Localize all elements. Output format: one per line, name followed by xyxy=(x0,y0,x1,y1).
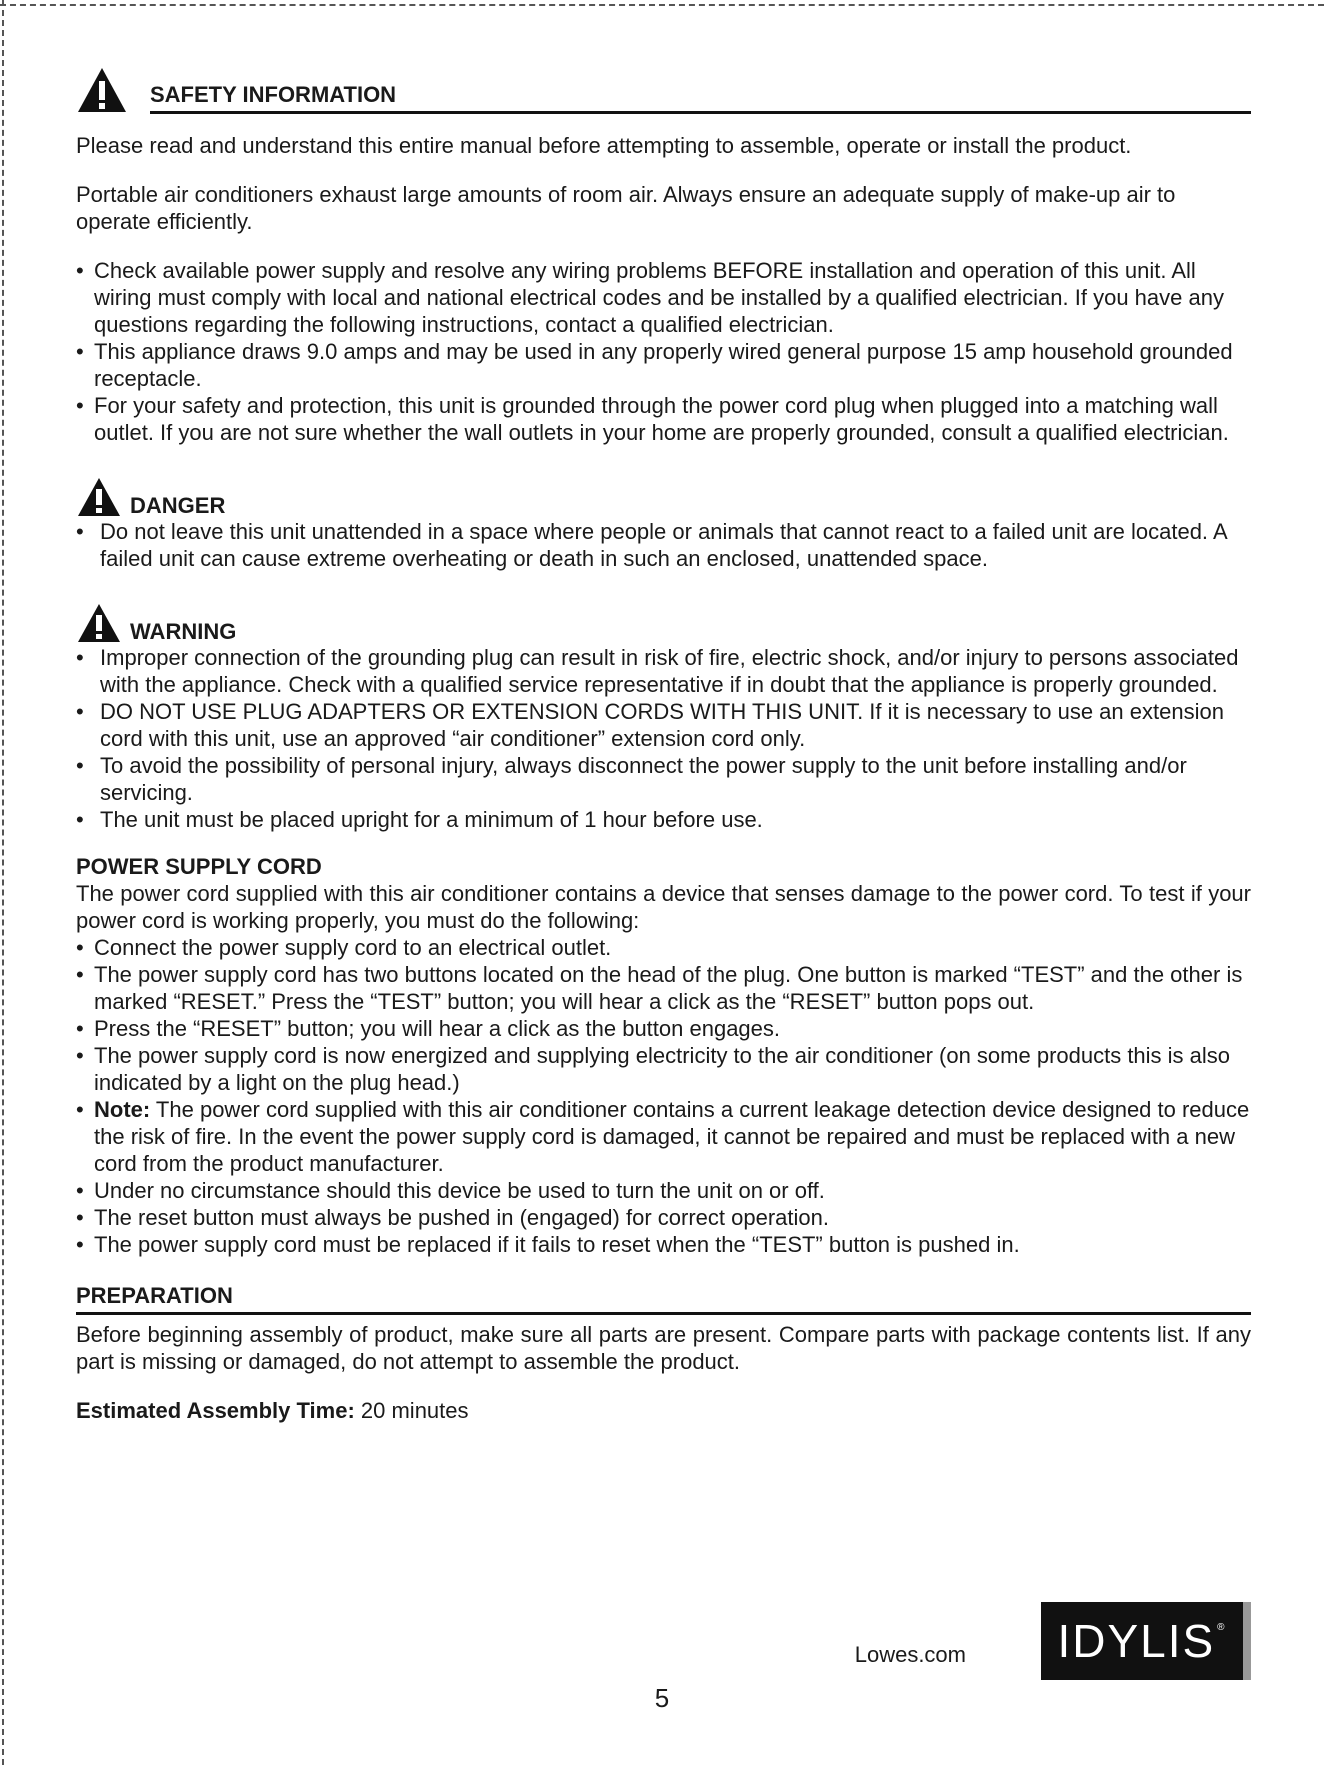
assembly-time-value: 20 minutes xyxy=(354,1398,469,1423)
danger-heading xyxy=(76,476,1251,518)
power-cord-bullets xyxy=(76,934,1251,1258)
danger-triangle-icon xyxy=(76,476,122,518)
danger-title: DANGER xyxy=(130,493,226,518)
note-item xyxy=(76,1096,1251,1177)
assembly-time-label: Estimated Assembly Time: xyxy=(76,1398,355,1423)
list-item: • To avoid the possibility of personal injury, always disconnect the power supply to the unit before installing and/or servicing. xyxy=(76,752,1251,806)
list-item: • Improper connection of the grounding plug can result in risk of fire, electric shock, and/or injury to persons associated with the appliance. Check with a qualified service representative if in doubt that the appliance is properly grounded. xyxy=(76,644,1251,698)
list-item: • This appliance draws 9.0 amps and may be used in any properly wired general purpose 15 amp household grounded receptacle. xyxy=(76,338,1251,392)
preparation-text: Before beginning assembly of product, make sure all parts are present. Compare parts with package contents list. If any part is missing or damaged, do not attempt to assemble the product. xyxy=(76,1322,1251,1374)
warning-heading xyxy=(76,602,1251,644)
site-link[interactable]: Lowes.com xyxy=(854,1642,966,1667)
list-item: • The reset button must always be pushed in (engaged) for correct operation. xyxy=(76,1204,1251,1231)
preparation-title: PREPARATION xyxy=(76,1282,1251,1315)
note-text: The power cord supplied with this air conditioner contains a current leakage detection device designed to reduce the risk of fire. In the event the power supply cord is damaged, it cannot be repaired and must be replaced with a new cord from the product manufacturer. xyxy=(94,1097,1250,1176)
page-number: 5 xyxy=(654,1683,670,1713)
safety-title: SAFETY INFORMATION xyxy=(150,82,397,107)
list-item: • Do not leave this unit unattended in a space where people or animals that cannot react to a failed unit are located. A failed unit can cause extreme overheating or death in such an enclosed, unattended space. xyxy=(76,518,1251,572)
warning-bullets xyxy=(76,644,1251,833)
assembly-time xyxy=(76,1397,1251,1424)
power-cord-intro: The power cord supplied with this air conditioner contains a device that senses damage to the power cord. To test if your power cord is working properly, you must do the following: xyxy=(76,881,1251,933)
warning-title: WARNING xyxy=(130,619,237,644)
list-item: • The power supply cord must be replaced if it fails to reset when the “TEST” button is pushed in. xyxy=(76,1231,1251,1258)
safety-intro-1: Please read and understand this entire manual before attempting to assemble, operate or install the product. xyxy=(76,133,1132,158)
dashed-border-left xyxy=(2,0,4,1765)
logo-text: IDYLIS xyxy=(1057,1615,1216,1667)
list-item: • Press the “RESET” button; you will hear a click as the button engages. xyxy=(76,1015,1251,1042)
manual-page xyxy=(76,66,1251,1424)
note-label: Note: xyxy=(94,1097,151,1122)
footer xyxy=(76,1602,1251,1682)
list-item: • The power supply cord is now energized and supplying electricity to the air conditioner (on some products this is also indicated by a light on the plug head.) xyxy=(76,1042,1251,1096)
list-item: • The power supply cord has two buttons located on the head of the plug. One button is marked “TEST” and the other is marked “RESET.” Press the “TEST” button; you will hear a click as the “RESET” button pops out. xyxy=(76,961,1251,1015)
danger-bullets xyxy=(76,518,1251,572)
list-item: • Under no circumstance should this device be used to turn the unit on or off. xyxy=(76,1177,1251,1204)
list-item: • For your safety and protection, this unit is grounded through the power cord plug when plugged into a matching wall outlet. If you are not sure whether the wall outlets in your home are properly grounded, consult a qualified electrician. xyxy=(76,392,1251,446)
warning-triangle-icon xyxy=(76,66,128,114)
power-cord-title: POWER SUPPLY CORD xyxy=(76,854,322,879)
safety-intro-2: Portable air conditioners exhaust large amounts of room air. Always ensure an adequate supply of make-up air to operate efficiently. xyxy=(76,182,1176,234)
registered-mark: ® xyxy=(1217,1621,1227,1633)
list-item: • The unit must be placed upright for a minimum of 1 hour before use. xyxy=(76,806,1251,833)
idylis-logo xyxy=(1041,1602,1251,1680)
list-item: • Connect the power supply cord to an electrical outlet. xyxy=(76,934,1251,961)
list-item: • DO NOT USE PLUG ADAPTERS OR EXTENSION CORDS WITH THIS UNIT. If it is necessary to use an extension cord with this unit, use an approved “air conditioner” extension cord only. xyxy=(76,698,1251,752)
warning-triangle-icon xyxy=(76,602,122,644)
list-item: • Check available power supply and resolve any wiring problems BEFORE installation and operation of this unit. All wiring must comply with local and national electrical codes and be installed by a qualified electrician. If you have any questions regarding the following instructions, contact a qualified electrician. xyxy=(76,257,1251,338)
safety-bullets xyxy=(76,257,1251,446)
safety-heading xyxy=(76,66,1251,114)
dashed-border-top xyxy=(0,4,1324,6)
